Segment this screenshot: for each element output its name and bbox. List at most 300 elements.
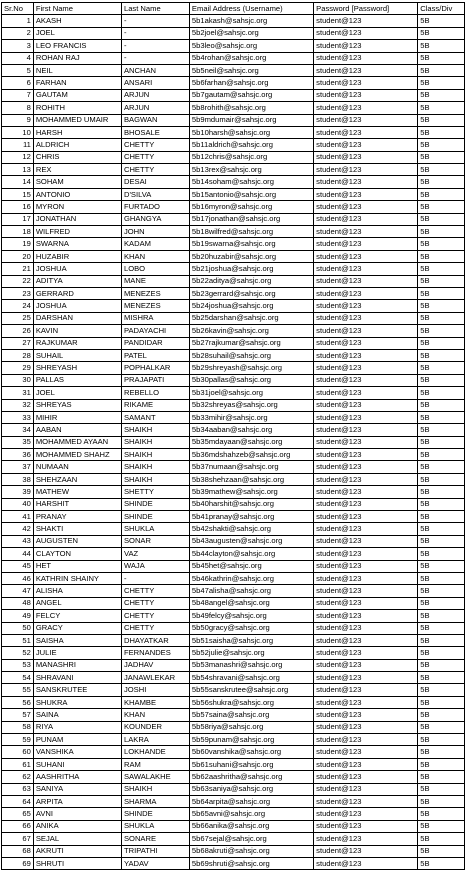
cell-class-div: 5B [418,102,465,114]
cell-email: 5b43augusten@sahsjc.org [189,535,313,547]
table-row [2,300,465,312]
table-row [2,833,465,845]
cell-last-name: ARJUN [121,89,189,101]
cell-sr-no: 60 [2,746,34,758]
cell-last-name: JANAWLEKAR [121,672,189,684]
cell-first-name: HARSH [33,126,121,138]
cell-first-name: MYRON [33,201,121,213]
cell-password: student@123 [314,89,418,101]
cell-last-name: DESAI [121,176,189,188]
cell-sr-no: 28 [2,349,34,361]
cell-last-name: SONAR [121,535,189,547]
cell-last-name: SAMANT [121,411,189,423]
cell-last-name: BAGWAN [121,114,189,126]
cell-sr-no: 20 [2,250,34,262]
cell-sr-no: 6 [2,77,34,89]
cell-class-div: 5B [418,387,465,399]
cell-last-name: - [121,52,189,64]
cell-sr-no: 38 [2,473,34,485]
cell-class-div: 5B [418,337,465,349]
cell-first-name: AUGUSTEN [33,535,121,547]
cell-email: 5b19swarna@sahsjc.org [189,238,313,250]
cell-email: 5b62aashritha@sahsjc.org [189,771,313,783]
table-row [2,734,465,746]
table-row [2,771,465,783]
cell-last-name: KADAM [121,238,189,250]
table-row [2,287,465,299]
cell-password: student@123 [314,325,418,337]
cell-class-div: 5B [418,263,465,275]
cell-class-div: 5B [418,585,465,597]
cell-class-div: 5B [418,64,465,76]
cell-password: student@123 [314,560,418,572]
cell-password: student@123 [314,857,418,869]
cell-password: student@123 [314,15,418,27]
cell-first-name: JOEL [33,387,121,399]
cell-password: student@123 [314,411,418,423]
cell-email: 5b8rohith@sahsjc.org [189,102,313,114]
cell-sr-no: 41 [2,511,34,523]
table-row [2,114,465,126]
cell-class-div: 5B [418,27,465,39]
cell-sr-no: 1 [2,15,34,27]
cell-email: 5b37numaan@sahsjc.org [189,461,313,473]
cell-sr-no: 5 [2,64,34,76]
cell-first-name: FARHAN [33,77,121,89]
cell-class-div: 5B [418,399,465,411]
cell-first-name: MOHAMMED SHAHZ [33,449,121,461]
cell-class-div: 5B [418,758,465,770]
table-row [2,783,465,795]
cell-email: 5b58riya@sahsjc.org [189,721,313,733]
cell-last-name: D'SILVA [121,188,189,200]
cell-first-name: AVNI [33,808,121,820]
cell-first-name: ALISHA [33,585,121,597]
cell-sr-no: 4 [2,52,34,64]
cell-last-name: SHARMA [121,796,189,808]
cell-last-name: KHAMBE [121,696,189,708]
cell-class-div: 5B [418,411,465,423]
cell-email: 5b7gautam@sahsjc.org [189,89,313,101]
cell-first-name: SAINA [33,709,121,721]
cell-password: student@123 [314,684,418,696]
cell-sr-no: 7 [2,89,34,101]
cell-email: 5b35mdayaan@sahsjc.org [189,436,313,448]
cell-sr-no: 17 [2,213,34,225]
cell-last-name: - [121,15,189,27]
cell-password: student@123 [314,349,418,361]
cell-last-name: SAWALAKHE [121,771,189,783]
cell-last-name: YADAV [121,857,189,869]
cell-class-div: 5B [418,238,465,250]
cell-email: 5b60vanshika@sahsjc.org [189,746,313,758]
cell-sr-no: 25 [2,312,34,324]
cell-first-name: NEIL [33,64,121,76]
cell-password: student@123 [314,126,418,138]
table-row [2,845,465,857]
table-row [2,399,465,411]
cell-last-name: KHAN [121,250,189,262]
cell-password: student@123 [314,312,418,324]
header-last-name: Last Name [121,3,189,15]
cell-class-div: 5B [418,176,465,188]
cell-last-name: SHAIKH [121,424,189,436]
cell-last-name: WAJA [121,560,189,572]
cell-password: student@123 [314,672,418,684]
cell-password: student@123 [314,796,418,808]
cell-first-name: ARPITA [33,796,121,808]
header-password: Password [Password] [314,3,418,15]
cell-sr-no: 31 [2,387,34,399]
cell-sr-no: 52 [2,647,34,659]
cell-last-name: CHETTY [121,139,189,151]
cell-first-name: GAUTAM [33,89,121,101]
cell-last-name: PANDIDAR [121,337,189,349]
cell-email: 5b23gerrard@sahsjc.org [189,287,313,299]
cell-email: 5b17jonathan@sahsjc.org [189,213,313,225]
cell-password: student@123 [314,808,418,820]
table-row [2,647,465,659]
table-row [2,250,465,262]
cell-class-div: 5B [418,374,465,386]
cell-first-name: SEJAL [33,833,121,845]
cell-last-name: CHETTY [121,164,189,176]
cell-class-div: 5B [418,89,465,101]
cell-first-name: HET [33,560,121,572]
cell-password: student@123 [314,548,418,560]
cell-class-div: 5B [418,449,465,461]
table-body [2,15,465,870]
cell-last-name: MISHRA [121,312,189,324]
cell-last-name: CHETTY [121,585,189,597]
cell-first-name: JULIE [33,647,121,659]
cell-email: 5b52julie@sahsjc.org [189,647,313,659]
cell-first-name: JOEL [33,27,121,39]
cell-sr-no: 39 [2,486,34,498]
cell-class-div: 5B [418,275,465,287]
cell-password: student@123 [314,387,418,399]
cell-password: student@123 [314,164,418,176]
cell-last-name: BHOSALE [121,126,189,138]
cell-class-div: 5B [418,77,465,89]
cell-last-name: KOUNDER [121,721,189,733]
cell-class-div: 5B [418,349,465,361]
cell-email: 5b20huzabir@sahsjc.org [189,250,313,262]
cell-class-div: 5B [418,126,465,138]
table-row [2,659,465,671]
cell-class-div: 5B [418,300,465,312]
table-row [2,411,465,423]
cell-sr-no: 50 [2,622,34,634]
cell-password: student@123 [314,151,418,163]
cell-first-name: AABAN [33,424,121,436]
table-row [2,176,465,188]
cell-sr-no: 33 [2,411,34,423]
cell-last-name: CHETTY [121,622,189,634]
cell-email: 5b2joel@sahsjc.org [189,27,313,39]
cell-sr-no: 48 [2,597,34,609]
cell-last-name: MENEZES [121,300,189,312]
cell-last-name: DHAYATKAR [121,634,189,646]
cell-password: student@123 [314,238,418,250]
cell-sr-no: 59 [2,734,34,746]
cell-password: student@123 [314,473,418,485]
cell-password: student@123 [314,102,418,114]
cell-first-name: MIHIR [33,411,121,423]
cell-first-name: AKASH [33,15,121,27]
cell-first-name: CLAYTON [33,548,121,560]
cell-sr-no: 56 [2,696,34,708]
cell-sr-no: 11 [2,139,34,151]
cell-last-name: LOKHANDE [121,746,189,758]
cell-email: 5b49felcy@sahsjc.org [189,610,313,622]
cell-last-name: ANSARI [121,77,189,89]
table-row [2,696,465,708]
cell-class-div: 5B [418,783,465,795]
table-row [2,684,465,696]
cell-first-name: REX [33,164,121,176]
cell-sr-no: 64 [2,796,34,808]
table-row [2,40,465,52]
cell-class-div: 5B [418,771,465,783]
cell-password: student@123 [314,833,418,845]
cell-last-name: FURTADO [121,201,189,213]
cell-last-name: TRIPATHI [121,845,189,857]
cell-password: student@123 [314,436,418,448]
cell-sr-no: 45 [2,560,34,572]
table-row [2,796,465,808]
cell-last-name: RAM [121,758,189,770]
cell-class-div: 5B [418,796,465,808]
cell-sr-no: 32 [2,399,34,411]
cell-sr-no: 21 [2,263,34,275]
cell-last-name: CHETTY [121,610,189,622]
cell-password: student@123 [314,634,418,646]
cell-password: student@123 [314,498,418,510]
cell-first-name: ANGEL [33,597,121,609]
cell-last-name: CHETTY [121,597,189,609]
cell-first-name: JOSHUA [33,263,121,275]
table-row [2,560,465,572]
cell-last-name: PADAYACHI [121,325,189,337]
table-row [2,89,465,101]
cell-first-name: SHREYAS [33,399,121,411]
cell-password: student@123 [314,659,418,671]
cell-sr-no: 44 [2,548,34,560]
cell-email: 5b48angel@sahsjc.org [189,597,313,609]
cell-first-name: SHREYASH [33,362,121,374]
header-email: Email Address (Username) [189,3,313,15]
cell-class-div: 5B [418,114,465,126]
cell-class-div: 5B [418,610,465,622]
cell-class-div: 5B [418,634,465,646]
cell-sr-no: 65 [2,808,34,820]
cell-class-div: 5B [418,250,465,262]
table-row [2,201,465,213]
cell-password: student@123 [314,300,418,312]
cell-class-div: 5B [418,696,465,708]
cell-class-div: 5B [418,808,465,820]
cell-password: student@123 [314,572,418,584]
cell-password: student@123 [314,647,418,659]
table-row [2,721,465,733]
cell-last-name: MENEZES [121,287,189,299]
cell-class-div: 5B [418,287,465,299]
cell-last-name: - [121,572,189,584]
cell-first-name: NUMAAN [33,461,121,473]
cell-first-name: SANIYA [33,783,121,795]
cell-class-div: 5B [418,362,465,374]
cell-first-name: ADITYA [33,275,121,287]
cell-first-name: PALLAS [33,374,121,386]
table-row [2,709,465,721]
cell-class-div: 5B [418,721,465,733]
cell-class-div: 5B [418,486,465,498]
cell-sr-no: 16 [2,201,34,213]
cell-class-div: 5B [418,548,465,560]
student-credentials-table [1,2,465,870]
cell-last-name: POPHALKAR [121,362,189,374]
cell-sr-no: 2 [2,27,34,39]
cell-sr-no: 14 [2,176,34,188]
table-row [2,535,465,547]
cell-sr-no: 8 [2,102,34,114]
cell-email: 5b45het@sahsjc.org [189,560,313,572]
cell-sr-no: 55 [2,684,34,696]
cell-email: 5b14soham@sahsjc.org [189,176,313,188]
cell-class-div: 5B [418,325,465,337]
table-row [2,808,465,820]
cell-password: student@123 [314,275,418,287]
cell-password: student@123 [314,721,418,733]
cell-last-name: LAKRA [121,734,189,746]
cell-sr-no: 13 [2,164,34,176]
cell-class-div: 5B [418,15,465,27]
cell-sr-no: 26 [2,325,34,337]
table-row [2,77,465,89]
cell-first-name: ROHITH [33,102,121,114]
cell-class-div: 5B [418,188,465,200]
cell-class-div: 5B [418,833,465,845]
cell-password: student@123 [314,374,418,386]
cell-sr-no: 23 [2,287,34,299]
cell-last-name: SHAIKH [121,449,189,461]
cell-first-name: HUZABIR [33,250,121,262]
cell-first-name: ANTONIO [33,188,121,200]
cell-sr-no: 36 [2,449,34,461]
cell-class-div: 5B [418,647,465,659]
cell-password: student@123 [314,226,418,238]
cell-email: 5b21joshua@sahsjc.org [189,263,313,275]
table-row [2,622,465,634]
cell-sr-no: 51 [2,634,34,646]
header-row [2,3,465,15]
cell-first-name: ROHAN RAJ [33,52,121,64]
cell-first-name: GRACY [33,622,121,634]
cell-email: 5b27rajkumar@sahsjc.org [189,337,313,349]
cell-class-div: 5B [418,560,465,572]
cell-email: 5b39mathew@sahsjc.org [189,486,313,498]
cell-email: 5b59punam@sahsjc.org [189,734,313,746]
cell-password: student@123 [314,511,418,523]
cell-last-name: CHETTY [121,151,189,163]
cell-first-name: RIYA [33,721,121,733]
cell-sr-no: 35 [2,436,34,448]
cell-class-div: 5B [418,164,465,176]
table-row [2,188,465,200]
header-class-div: Class/Div [418,3,465,15]
cell-sr-no: 12 [2,151,34,163]
cell-sr-no: 43 [2,535,34,547]
cell-email: 5b18wilfred@sahsjc.org [189,226,313,238]
cell-email: 5b44clayton@sahsjc.org [189,548,313,560]
cell-last-name: GHANGYA [121,213,189,225]
table-row [2,226,465,238]
cell-last-name: MANE [121,275,189,287]
cell-sr-no: 63 [2,783,34,795]
cell-last-name: SONARE [121,833,189,845]
cell-password: student@123 [314,213,418,225]
cell-last-name: VAZ [121,548,189,560]
cell-sr-no: 62 [2,771,34,783]
cell-last-name: SHUKLA [121,523,189,535]
cell-email: 5b46kathrin@sahsjc.org [189,572,313,584]
cell-class-div: 5B [418,461,465,473]
cell-email: 5b38shehzaan@sahsjc.org [189,473,313,485]
cell-class-div: 5B [418,40,465,52]
cell-email: 5b56shukra@sahsjc.org [189,696,313,708]
cell-sr-no: 29 [2,362,34,374]
cell-last-name: LOBO [121,263,189,275]
cell-first-name: FELCY [33,610,121,622]
table-row [2,511,465,523]
cell-password: student@123 [314,783,418,795]
cell-last-name: JOSHI [121,684,189,696]
cell-class-div: 5B [418,511,465,523]
table-row [2,758,465,770]
cell-password: student@123 [314,188,418,200]
cell-class-div: 5B [418,709,465,721]
table-row [2,27,465,39]
cell-password: student@123 [314,362,418,374]
cell-last-name: PATEL [121,349,189,361]
cell-last-name: RIKAME [121,399,189,411]
cell-password: student@123 [314,201,418,213]
header-first-name: First Name [33,3,121,15]
cell-email: 5b4rohan@sahsjc.org [189,52,313,64]
cell-class-div: 5B [418,312,465,324]
cell-email: 5b31joel@sahsjc.org [189,387,313,399]
cell-sr-no: 68 [2,845,34,857]
table-row [2,857,465,869]
cell-class-div: 5B [418,226,465,238]
table-row [2,374,465,386]
cell-first-name: KATHRIN SHAINY [33,572,121,584]
cell-email: 5b1akash@sahsjc.org [189,15,313,27]
cell-class-div: 5B [418,845,465,857]
table-row [2,337,465,349]
cell-password: student@123 [314,399,418,411]
table-row [2,672,465,684]
cell-class-div: 5B [418,820,465,832]
cell-last-name: JADHAV [121,659,189,671]
cell-last-name: SHAIKH [121,783,189,795]
cell-password: student@123 [314,52,418,64]
cell-password: student@123 [314,139,418,151]
cell-email: 5b47alisha@sahsjc.org [189,585,313,597]
cell-sr-no: 9 [2,114,34,126]
cell-class-div: 5B [418,52,465,64]
